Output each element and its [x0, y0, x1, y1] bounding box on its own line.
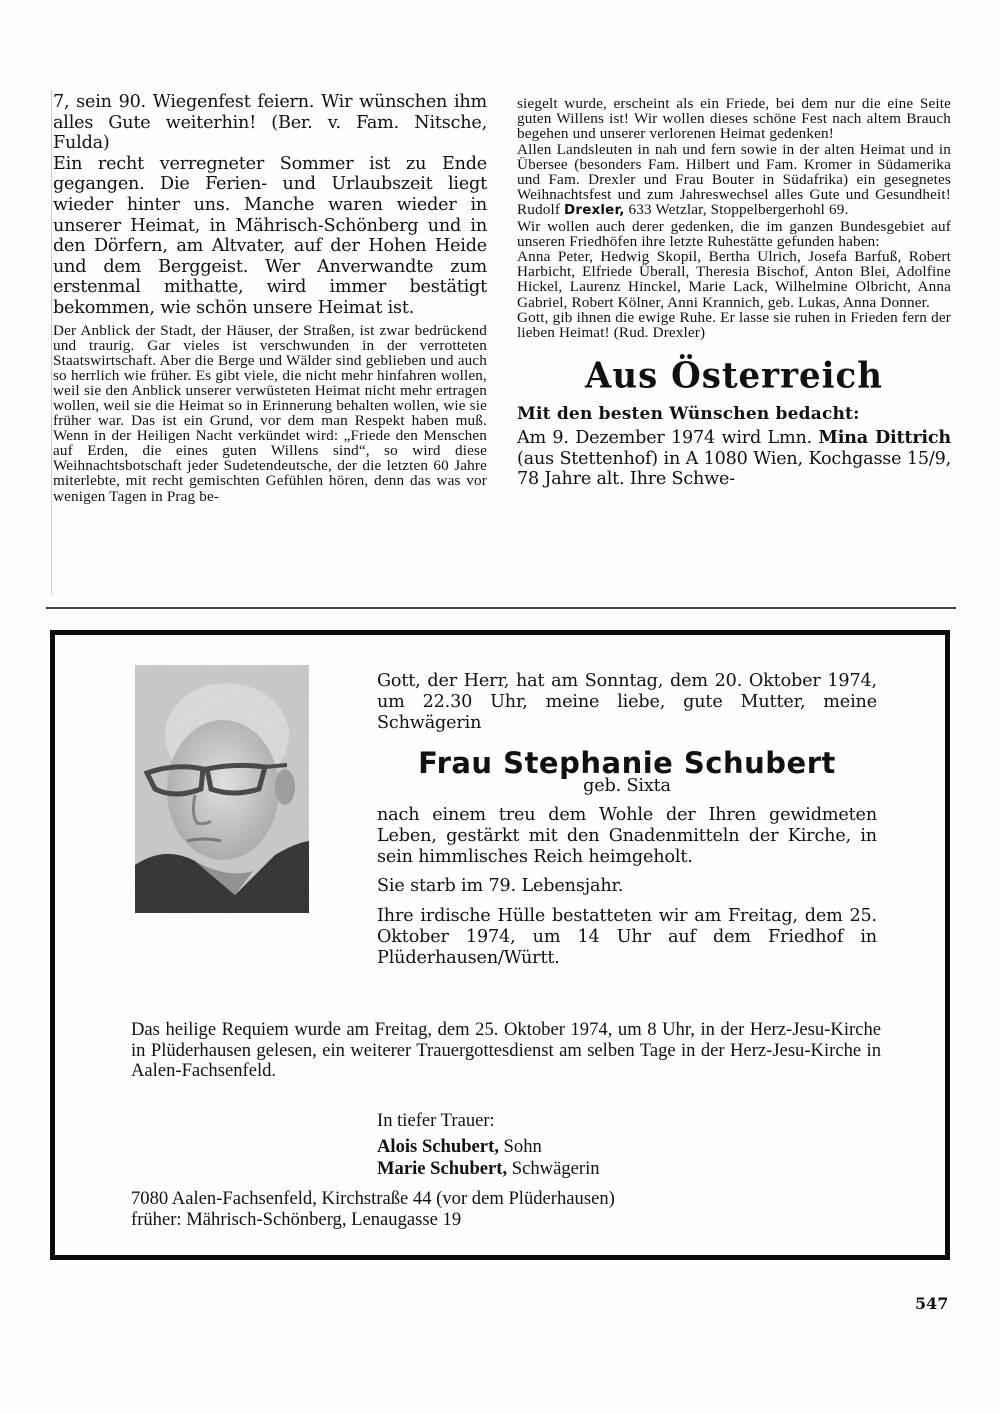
- portrait-photo: [135, 665, 309, 913]
- right-column: [517, 96, 951, 490]
- requiem-text: Das heilige Requiem wurde am Freitag, dem 25. Oktober 1974, um 8 Uhr, in der Herz-Jesu-Kirche in Plüderhausen gelesen, ein weiterer Trauergottesdienst am selben Tage in der Herz-Jesu-Kirche in Aalen-Fachsenfeld.: [131, 1019, 881, 1082]
- column-separator-rule: [46, 607, 956, 609]
- article-paragraph-small: Der Anblick der Stadt, der Häuser, der Straßen, ist zwar bedrückend und traurig. Gar vieles ist verschwunden in der verrotteten Staatswirtschaft. Aber die Berge und Wälder sind geblieben und auch so herrlich wie früher. Es gibt viele, die nicht mehr hinfahren wollen, weil sie den Anblick unserer verwüsteten Heimat nicht mehr ertragen wollen, weil sie die Heimat so in Erinnerung behalten wollen, wie sie früher war. Das ist ein Grund, vor dem man Respekt haben muß. Wenn in der Heiligen Nacht verkündet wird: „Friede den Menschen auf Erden, die eines guten Willens sind“, so wird diese Weihnachtsbotschaft jeder Sudetendeutsche, der die letzten 60 Jahre miterlebte, mit recht gemischten Gefühlen hören, denn das was vor wenigen Tagen in Prag be-: [53, 321, 487, 505]
- margin-rule: [51, 90, 52, 595]
- mourner-name: Marie Schubert,: [377, 1158, 508, 1179]
- text-run: (aus Stettenhof) in A 1080 Wien, Kochgasse 15/9, 78 Jahre alt. Ihre Schwe-: [517, 448, 951, 490]
- obituary-notice: [50, 630, 950, 1260]
- left-column: [53, 92, 487, 504]
- deceased-name: Frau Stephanie Schubert: [418, 746, 836, 781]
- obituary-intro: Gott, der Herr, hat am Sonntag, dem 20. Oktober 1974, um 22.30 Uhr, meine liebe, gute Mutter, meine Schwägerin: [377, 671, 877, 733]
- age-line: Sie starb im 79. Lebensjahr.: [377, 876, 624, 897]
- mourner-entry: [377, 1136, 600, 1158]
- article-paragraph: 7, sein 90. Wiegenfest feiern. Wir wünschen ihm alles Gute weiterhin! (Ber. v. Fam. Nitsche, Fulda): [53, 92, 487, 154]
- mourner-name: Alois Schubert,: [377, 1136, 499, 1157]
- article-paragraph: Wir wollen auch derer gedenken, die im ganzen Bundesgebiet auf unseren Friedhöfen ihre letzte Ruhestätte gefunden haben:: [517, 217, 951, 250]
- mourning-label: In tiefer Trauer:: [377, 1110, 495, 1131]
- deceased-list: Anna Peter, Hedwig Skopil, Bertha Ulrich, Josefa Barfuß, Robert Harbicht, Elfriede Überall, Theresia Bischof, Anton Blei, Adolfine Hickel, Laurenz Hinckel, Marie Lack, Wilhelmine Olbricht, Anna Gabriel, Robert Kölner, Anni Krannich, geb. Lukas, Anna Donner.: [517, 248, 951, 311]
- person-name: Mina Dittrich: [818, 427, 951, 449]
- obituary-main-text: [377, 671, 877, 969]
- birthday-paragraph: [517, 428, 951, 490]
- address-current: 7080 Aalen-Fachsenfeld, Kirchstraße 44 (vor dem Plüderhausen): [131, 1188, 615, 1209]
- obituary-body: nach einem treu dem Wohle der Ihren gewidmeten Leben, gestärkt mit den Gnadenmitteln der Kirche, in sein himmlisches Reich heimgeholt.: [377, 804, 877, 867]
- text-run: 633 Wetzlar, Stoppelbergerhohl 69.: [624, 201, 849, 219]
- requiem-details: [131, 1020, 881, 1082]
- family-address: [131, 1188, 615, 1230]
- article-paragraph: Gott, gib ihnen die ewige Ruhe. Er lasse sie ruhen in Frieden fern der lieben Heimat! (Rud. Drexler): [517, 308, 951, 342]
- mourner-entry: [377, 1158, 600, 1180]
- section-heading: Aus Österreich: [585, 355, 883, 398]
- greetings-paragraph: [517, 142, 951, 219]
- mourner-relation: Schwägerin: [507, 1158, 600, 1179]
- article-paragraph: Ein recht verregneter Sommer ist zu Ende gegangen. Die Ferien- und Urlaubszeit liegt wieder hinter uns. Manche waren wieder in unserer Heimat, in Mährisch-Schönberg und in den Dörfern, am Altvater, auf der Hohen Heide und dem Berggeist. Wer Anverwandte zum erstenmal mithatte, wird immer bestätigt bekommen, wie schön unsere Heimat ist.: [53, 153, 487, 318]
- burial-details: Ihre irdische Hülle bestatteten wir am Freitag, dem 25. Oktober 1974, um 14 Uhr auf dem Friedhof in Plüderhausen/Württ.: [377, 906, 877, 968]
- sub-heading: Mit den besten Wünschen bedacht:: [517, 404, 860, 425]
- mourner-relation: Sohn: [498, 1136, 542, 1157]
- article-paragraph: siegelt wurde, erscheint als ein Friede, bei dem nur die eine Seite guten Willens ist! Wir wollen dieses schöne Fest nach altem Brauch begehen und unserer verlorenen Heimat gedenken!: [517, 95, 951, 143]
- text-run: Am 9. Dezember 1974 wird Lmn.: [517, 428, 819, 449]
- address-former: früher: Mährisch-Schönberg, Lenaugasse 19: [131, 1209, 462, 1230]
- mourners-block: [377, 1110, 600, 1180]
- maiden-name: geb. Sixta: [583, 776, 671, 797]
- text-run: Allen Landsleuten in nah und fern sowie in der alten Heimat und in Übersee (besonders Fam. Hilbert und Fam. Kromer in Südamerika und Fam. Drexler und Frau Bouter in Südafrika) ein gesegnetes Weihnachtsfest und zum Jahreswechsel alles Gute und Gesundheit! Rudolf: [517, 140, 951, 219]
- page-number: 547: [915, 1294, 949, 1313]
- author-name: Drexler,: [564, 202, 625, 219]
